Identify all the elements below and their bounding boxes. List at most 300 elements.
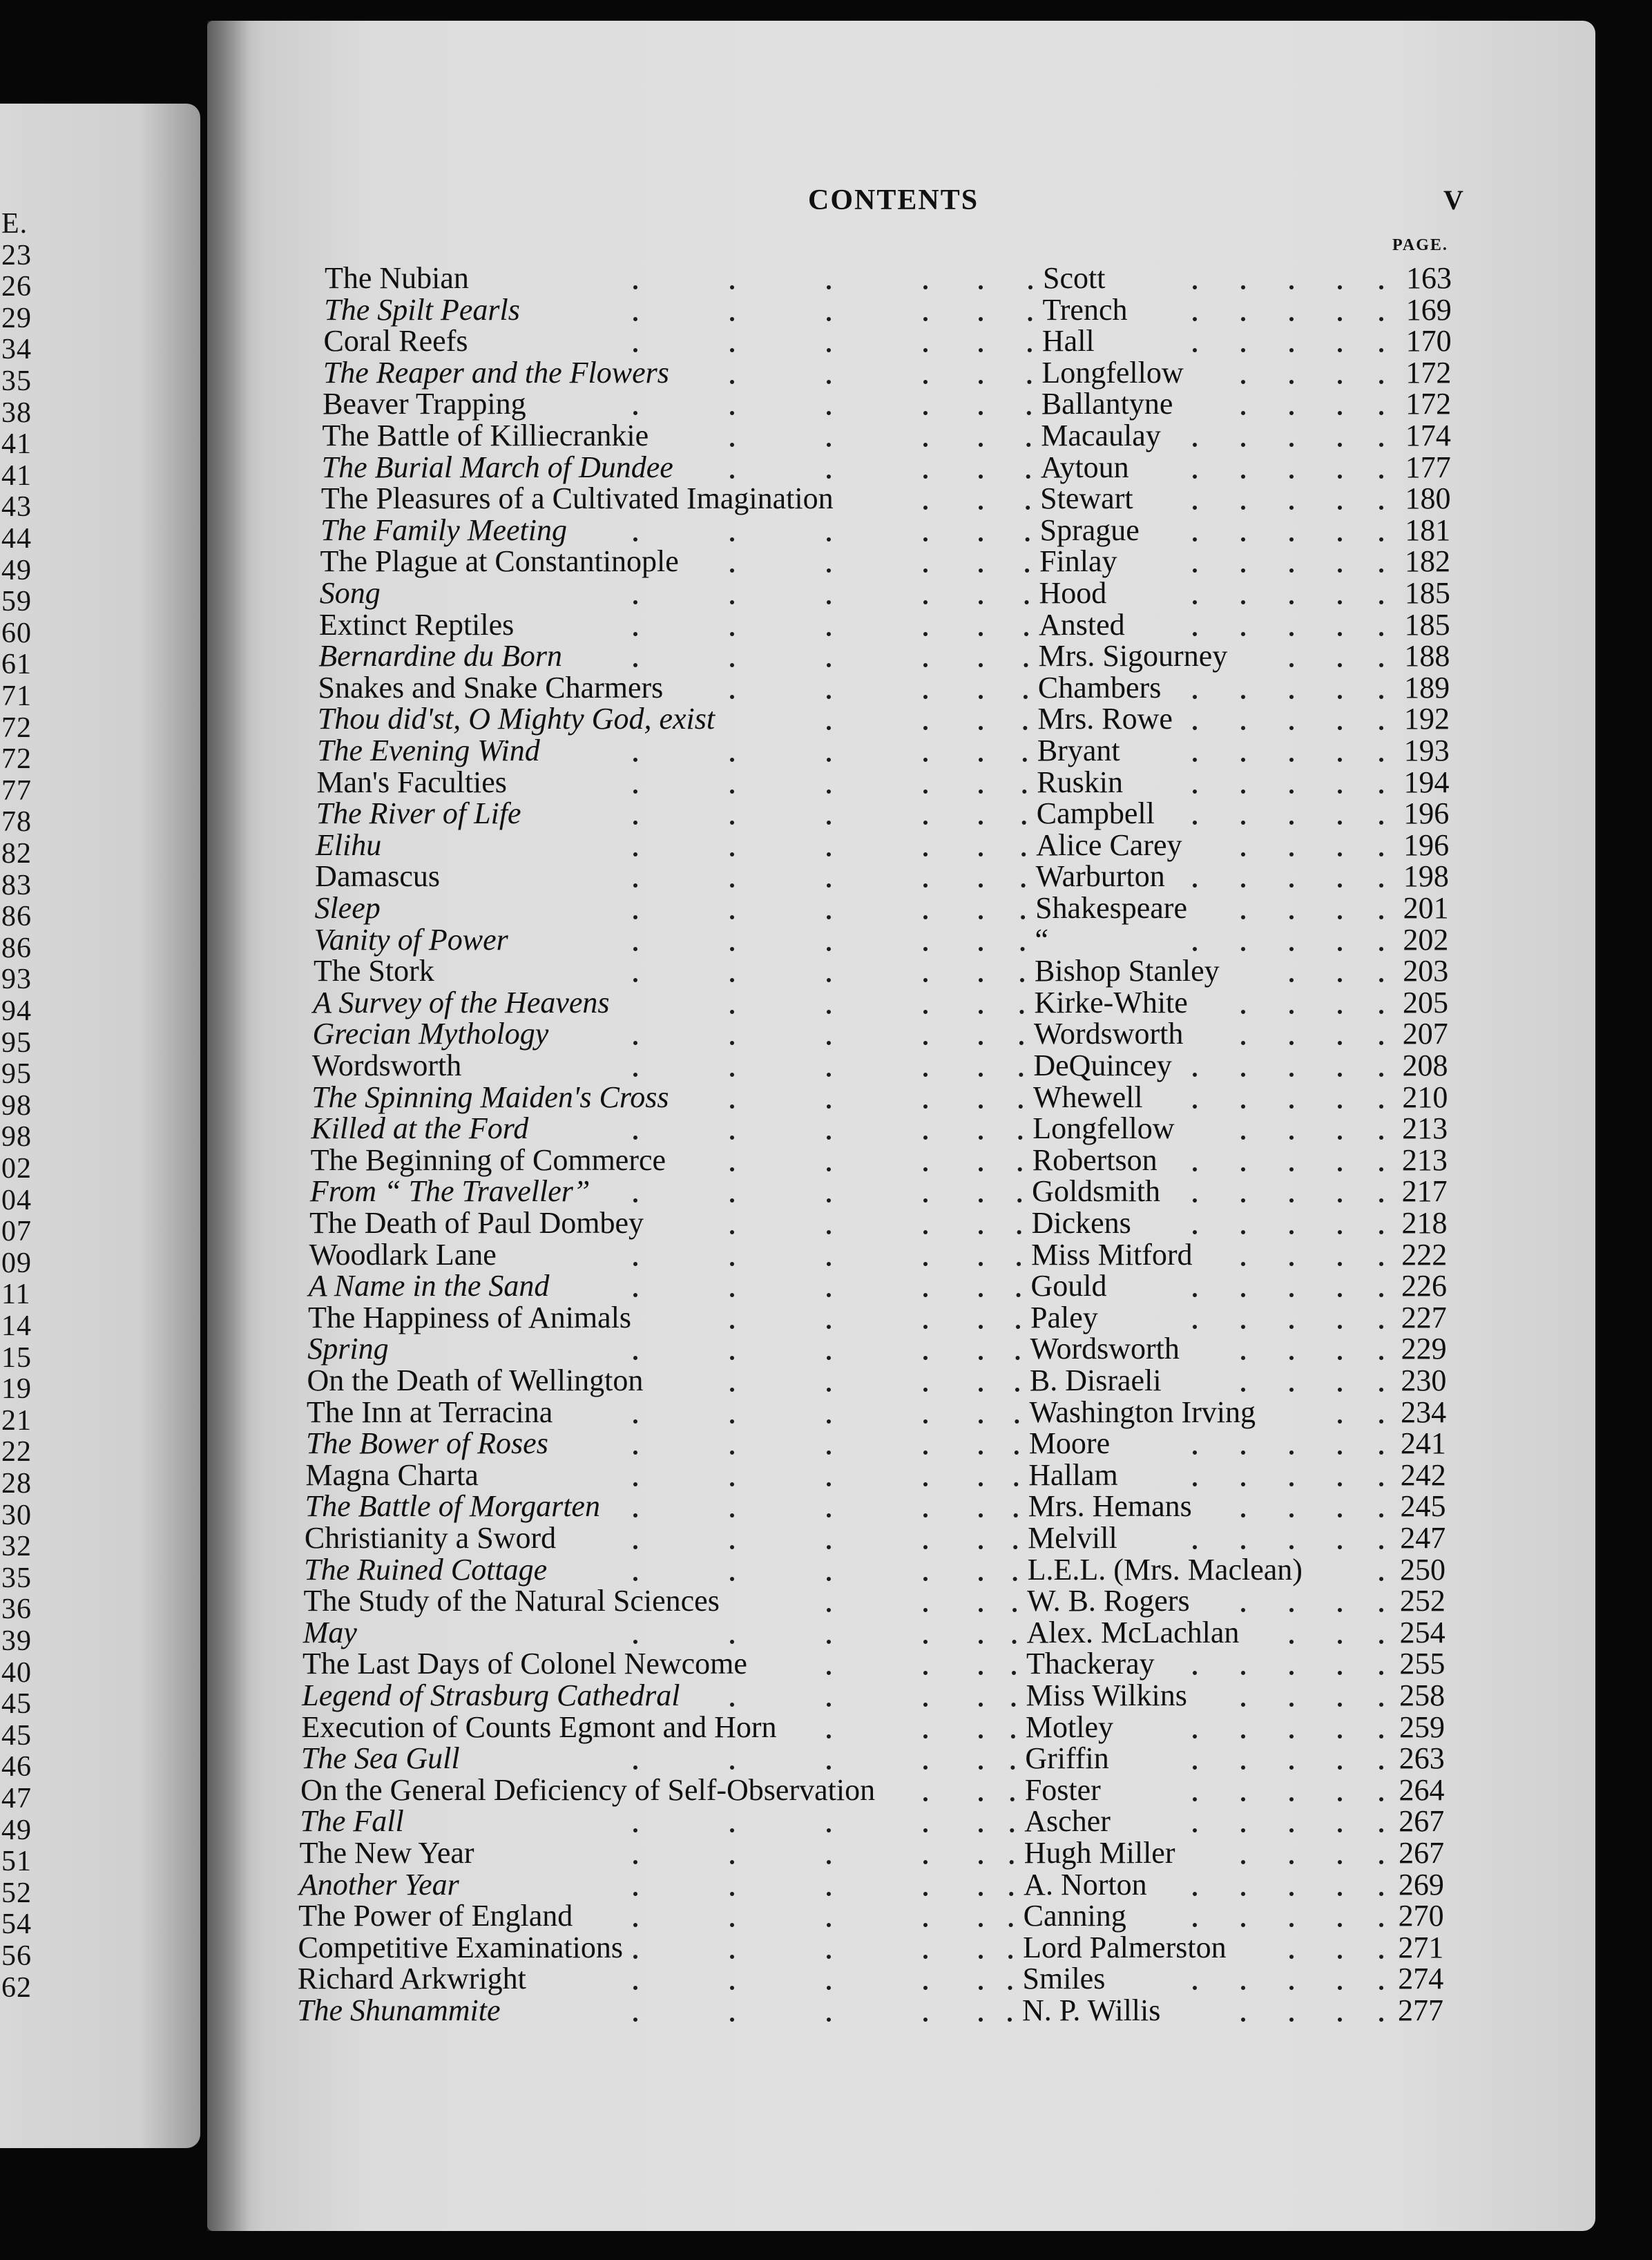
leader-dot: [1379, 443, 1383, 447]
leader-dot: [1338, 348, 1342, 352]
entry-author: Alex. McLachlan: [1026, 1615, 1240, 1649]
previous-page-number: 19: [1, 1373, 32, 1406]
leader-dot: [1289, 443, 1294, 447]
leader-dot: [1338, 1041, 1342, 1045]
leader-dot: [1379, 600, 1383, 604]
leader-dot: [979, 1136, 983, 1140]
leader-dot: [1289, 1388, 1294, 1392]
leader-dot: [1289, 1262, 1294, 1266]
entry-author: Canning: [1023, 1899, 1126, 1933]
leader-dot: [1338, 1955, 1342, 1959]
leader-dot: [1241, 506, 1245, 510]
previous-page-number: 46: [1, 1751, 32, 1783]
leader-dot: [1338, 1325, 1342, 1329]
entry-author: Kirke-White: [1034, 985, 1188, 1019]
leader-dot: [827, 1860, 831, 1864]
leader-dot: [633, 947, 637, 951]
leader-dot: [730, 1293, 734, 1297]
entry-author: Mrs. Sigourney: [1038, 639, 1228, 673]
entry-title: The Last Days of Colonel Newcome: [302, 1647, 747, 1681]
leader-dot: [1028, 285, 1032, 289]
entry-author: L.E.L. (Mrs. Maclean): [1027, 1552, 1303, 1587]
leader-dot: [730, 2018, 734, 2022]
leader-dot: [1379, 1640, 1383, 1644]
previous-page-number: 29: [1, 302, 32, 334]
contents-entry: [207, 262, 1595, 294]
leader-dot: [633, 663, 637, 667]
previous-page-number: 26: [1, 271, 32, 303]
leader-dot: [730, 695, 734, 699]
leader-dot: [1379, 1734, 1383, 1739]
leader-dot: [1193, 1986, 1197, 1990]
entry-author: Wordsworth: [1033, 1017, 1184, 1051]
leader-dot: [1338, 1545, 1342, 1549]
previous-page-number: 09: [1, 1247, 32, 1279]
leader-dot: [1289, 506, 1294, 510]
leader-dot: [827, 285, 831, 289]
entry-title: The Nubian: [325, 261, 469, 295]
entry-page: 277: [1398, 1993, 1443, 2027]
entry-title: Snakes and Snake Charmers: [318, 670, 664, 705]
leader-dot: [827, 1041, 831, 1045]
leader-dot: [1338, 1356, 1342, 1360]
entry-page: 172: [1405, 387, 1452, 421]
page-number: V: [1443, 184, 1463, 216]
leader-dot: [1193, 506, 1197, 510]
leader-dot: [1289, 1041, 1294, 1045]
leader-dot: [1338, 537, 1342, 542]
leader-dot: [1024, 632, 1028, 636]
contents-entry: [207, 1995, 1595, 2027]
leader-dot: [633, 1955, 637, 1959]
leader-dot: [1241, 537, 1245, 542]
entry-author: Robertson: [1032, 1142, 1158, 1177]
leader-dot: [827, 1892, 831, 1896]
leader-dot: [827, 758, 831, 762]
entry-page: 196: [1403, 827, 1450, 862]
leader-dot: [1241, 1325, 1245, 1329]
previous-page-number: 41: [1, 428, 32, 461]
leader-dots: [207, 892, 1588, 924]
entry-page: 201: [1403, 891, 1449, 925]
contents-entry: [207, 1207, 1595, 1239]
leader-dot: [827, 947, 831, 951]
leader-dot: [979, 1041, 983, 1045]
entry-title: The Battle of Killiecrankie: [322, 419, 649, 452]
leader-dot: [730, 1577, 734, 1581]
leader-dot: [730, 789, 734, 794]
entry-page: 213: [1402, 1111, 1448, 1146]
previous-page-number: 60: [1, 617, 32, 649]
contents-entry: [207, 483, 1595, 515]
contents-entry: [207, 1680, 1595, 1712]
leader-dot: [1338, 1734, 1342, 1739]
leader-dot: [979, 663, 983, 667]
leader-dot: [1241, 758, 1245, 762]
leader-dot: [1241, 317, 1245, 321]
leader-dot: [1015, 1356, 1019, 1360]
leader-dot: [1193, 317, 1197, 321]
leader-dot: [1193, 758, 1197, 762]
leader-dot: [1023, 726, 1027, 730]
leader-dot: [1379, 1356, 1383, 1360]
leader-dot: [923, 506, 928, 510]
leader-dot: [730, 1167, 734, 1171]
leader-dot: [1241, 852, 1245, 856]
leader-dot: [1289, 1860, 1294, 1864]
contents-entry: [207, 1522, 1595, 1554]
leader-dot: [1379, 1325, 1383, 1329]
previous-page-number: 44: [1, 523, 32, 555]
leader-dots: [207, 577, 1588, 609]
leader-dot: [1289, 883, 1294, 888]
page-title: CONTENTS: [808, 184, 979, 216]
leader-dot: [1338, 1482, 1342, 1486]
leader-dot: [1289, 1325, 1294, 1329]
leader-dot: [730, 915, 734, 919]
leader-dot: [1024, 663, 1028, 667]
leader-dot: [730, 1262, 734, 1266]
entry-author: Hallam: [1028, 1457, 1118, 1492]
leader-dot: [1289, 1073, 1294, 1077]
leader-dot: [730, 1640, 734, 1644]
leader-dot: [1012, 1671, 1016, 1675]
entry-author: Longfellow: [1032, 1111, 1175, 1146]
entry-title: The Beginning of Commerce: [310, 1142, 666, 1177]
leader-dot: [827, 1104, 831, 1109]
previous-page-number: 59: [1, 586, 32, 618]
leader-dot: [827, 1388, 831, 1392]
entry-author: “: [1035, 922, 1049, 957]
leader-dot: [827, 1671, 831, 1675]
leader-dot: [979, 1640, 983, 1644]
leader-dot: [1193, 475, 1197, 479]
leader-dot: [979, 789, 983, 794]
leader-dot: [1338, 978, 1342, 982]
leader-dot: [1379, 1041, 1383, 1045]
leader-dot: [923, 380, 928, 384]
leader-dot: [923, 1230, 928, 1234]
leader-dot: [1241, 883, 1245, 888]
leader-dot: [1010, 1828, 1014, 1832]
leader-dot: [827, 1010, 831, 1014]
leader-dot: [827, 568, 831, 573]
leader-dot: [1338, 380, 1342, 384]
leader-dot: [979, 1325, 983, 1329]
leader-dot: [1338, 1828, 1342, 1832]
leader-dot: [1289, 758, 1294, 762]
leader-dot: [1193, 1892, 1197, 1896]
entry-title: The Ruined Cottage: [304, 1552, 548, 1587]
contents-entry: [207, 924, 1595, 956]
leader-dot: [979, 475, 983, 479]
previous-page-number: 93: [1, 964, 32, 996]
page-column-label: PAGE.: [1392, 236, 1448, 254]
leader-dot: [923, 789, 928, 794]
leader-dot: [1338, 1671, 1342, 1675]
previous-page-number: 30: [1, 1499, 32, 1531]
leader-dot: [827, 632, 831, 636]
leader-dot: [923, 1073, 928, 1077]
entry-author: Miss Mitford: [1031, 1237, 1193, 1272]
previous-page-number: 54: [1, 1908, 32, 1941]
contents-entry: [207, 1333, 1595, 1365]
leader-dot: [979, 1923, 983, 1927]
entry-author: Moore: [1028, 1426, 1111, 1461]
leader-dot: [1338, 285, 1342, 289]
leader-dot: [730, 1955, 734, 1959]
leader-dot: [633, 2018, 637, 2022]
leader-dot: [730, 1010, 734, 1014]
entry-title: The Battle of Morgarten: [305, 1489, 600, 1524]
leader-dot: [979, 1860, 983, 1864]
entry-page: 172: [1405, 355, 1452, 390]
leader-dot: [923, 1293, 928, 1297]
previous-page-number: 45: [1, 1688, 32, 1721]
entry-page: 226: [1401, 1269, 1448, 1303]
leader-dot: [1241, 1482, 1245, 1486]
leader-dot: [979, 285, 983, 289]
previous-page-number: 94: [1, 995, 32, 1027]
leader-dot: [1241, 2018, 1245, 2022]
leader-dot: [1193, 1325, 1197, 1329]
leader-dot: [730, 1198, 734, 1203]
leader-dot: [979, 1608, 983, 1612]
contents-entry: [207, 798, 1595, 830]
leader-dot: [1338, 600, 1342, 604]
leader-dot: [1193, 632, 1197, 636]
leader-dot: [1289, 1198, 1294, 1203]
leader-dot: [979, 537, 983, 542]
leader-dot: [730, 1860, 734, 1864]
leader-dot: [1016, 1325, 1020, 1329]
leader-dot: [1010, 1860, 1014, 1864]
leader-dot: [1193, 1923, 1197, 1927]
previous-page-number: 86: [1, 901, 32, 933]
leader-dot: [1379, 632, 1383, 636]
leader-dot: [1027, 380, 1031, 384]
leader-dot: [979, 1892, 983, 1896]
entry-author: Macaulay: [1041, 419, 1161, 452]
entry-page: 207: [1402, 1017, 1448, 1051]
leader-dot: [1241, 1703, 1245, 1707]
leader-dot: [1026, 506, 1030, 510]
contents-entry: [207, 1554, 1595, 1586]
leader-dot: [633, 1262, 637, 1266]
entry-title: The Bower of Roses: [306, 1426, 548, 1461]
leader-dot: [1193, 537, 1197, 542]
leader-dot: [923, 1356, 928, 1360]
entry-author: W. B. Rogers: [1027, 1584, 1190, 1618]
leader-dot: [827, 1450, 831, 1455]
leader-dot: [923, 1986, 928, 1990]
leader-dot: [923, 600, 928, 604]
leader-dot: [979, 726, 983, 730]
entry-title: From “ The Traveller”: [309, 1174, 590, 1209]
entry-author: B. Disraeli: [1029, 1363, 1162, 1397]
leader-dot: [1009, 1923, 1013, 1927]
entry-author: DeQuincey: [1033, 1048, 1172, 1082]
leader-dot: [730, 1136, 734, 1140]
contents-entry: [207, 1806, 1595, 1837]
leader-dot: [1379, 1136, 1383, 1140]
previous-page-number: 95: [1, 1058, 32, 1091]
leader-dot: [923, 1765, 928, 1770]
leader-dot: [1241, 1923, 1245, 1927]
entry-author: Smiles: [1022, 1962, 1106, 1996]
contents-entry: [207, 1869, 1595, 1901]
leader-dot: [1338, 947, 1342, 951]
leader-dot: [1338, 1513, 1342, 1517]
leader-dot: [730, 1073, 734, 1077]
leader-dot: [827, 380, 831, 384]
leader-dot: [923, 1955, 928, 1959]
previous-page-number: 35: [1, 1562, 32, 1594]
leader-dot: [827, 1986, 831, 1990]
entry-page: 196: [1403, 796, 1450, 831]
leader-dot: [1379, 1860, 1383, 1864]
contents-entry: [207, 735, 1595, 767]
leader-dot: [923, 1671, 928, 1675]
leader-dots: [207, 1333, 1588, 1365]
leader-dot: [1379, 1577, 1383, 1581]
entry-author: Bishop Stanley: [1035, 954, 1220, 988]
entry-title: Killed at the Ford: [311, 1111, 529, 1146]
leader-dot: [1014, 1513, 1018, 1517]
previous-page-number: 43: [1, 491, 32, 524]
leader-dot: [1289, 348, 1294, 352]
leader-dot: [633, 632, 637, 636]
contents-entry: [207, 1743, 1595, 1774]
previous-page-number: 47: [1, 1783, 32, 1814]
leader-dot: [923, 1167, 928, 1171]
leader-dot: [979, 821, 983, 825]
leader-dot: [1241, 411, 1245, 415]
leader-dot: [1012, 1640, 1017, 1644]
leader-dot: [923, 1703, 928, 1707]
leader-dot: [827, 348, 831, 352]
leader-dot: [1241, 1167, 1245, 1171]
leader-dot: [827, 1230, 831, 1234]
leader-dot: [1023, 758, 1027, 762]
leader-dot: [1379, 852, 1383, 856]
leader-dot: [730, 1104, 734, 1109]
leader-dot: [1024, 695, 1028, 699]
entry-page: 208: [1402, 1048, 1448, 1082]
leader-dot: [1379, 789, 1383, 794]
entry-page: 259: [1399, 1710, 1445, 1744]
leader-dot: [633, 285, 637, 289]
leader-dot: [1289, 1955, 1294, 1959]
leader-dot: [923, 1198, 928, 1203]
entry-title: Another Year: [298, 1867, 459, 1902]
leader-dot: [1338, 1136, 1342, 1140]
leader-dot: [730, 758, 734, 762]
leader-dot: [923, 1860, 928, 1864]
leader-dot: [827, 1482, 831, 1486]
leader-dot: [827, 1765, 831, 1770]
leader-dot: [1241, 348, 1245, 352]
leader-dot: [979, 915, 983, 919]
leader-dot: [923, 1734, 928, 1739]
leader-dot: [1241, 1986, 1245, 1990]
leader-dot: [1379, 1293, 1383, 1297]
leader-dot: [827, 1955, 831, 1959]
contents-entry: [207, 546, 1595, 577]
leader-dot: [730, 1892, 734, 1896]
entry-page: 267: [1399, 1804, 1445, 1839]
leader-dot: [1193, 1198, 1197, 1203]
leader-dot: [1338, 1640, 1342, 1644]
entry-author: A. Norton: [1024, 1867, 1147, 1902]
leader-dot: [1193, 1167, 1197, 1171]
leader-dot: [1289, 1608, 1294, 1612]
entry-author: Wordsworth: [1030, 1332, 1180, 1366]
leader-dot: [1379, 1892, 1383, 1896]
leader-dot: [1241, 1734, 1245, 1739]
leader-dot: [1241, 632, 1245, 636]
leader-dot: [923, 537, 928, 542]
leader-dot: [1193, 789, 1197, 794]
leader-dot: [1289, 1513, 1294, 1517]
entry-title: The Sea Gull: [300, 1741, 460, 1776]
leader-dot: [633, 1828, 637, 1832]
leader-dot: [1289, 978, 1294, 982]
leader-dot: [1289, 915, 1294, 919]
entry-title: Song: [319, 576, 381, 610]
entry-author: Miss Wilkins: [1026, 1678, 1187, 1712]
leader-dot: [827, 1923, 831, 1927]
leader-dot: [633, 1041, 637, 1045]
leader-dot: [1338, 317, 1342, 321]
entry-page: 185: [1404, 607, 1450, 642]
leader-dot: [633, 1450, 637, 1455]
entry-title: The River of Life: [316, 796, 521, 831]
leader-dots: [207, 1617, 1588, 1649]
leader-dot: [1241, 915, 1245, 919]
entry-page: 250: [1400, 1552, 1446, 1587]
leader-dot: [923, 632, 928, 636]
leader-dot: [730, 285, 734, 289]
leader-dot: [1241, 1608, 1245, 1612]
leader-dot: [1379, 1388, 1383, 1392]
leader-dot: [1019, 1041, 1024, 1045]
leader-dot: [633, 978, 637, 982]
leader-dot: [1241, 1262, 1245, 1266]
leader-dot: [923, 1041, 928, 1045]
previous-page-number: 38: [1, 396, 32, 429]
leader-dot: [979, 1198, 983, 1203]
leader-dot: [979, 1356, 983, 1360]
leader-dot: [730, 1828, 734, 1832]
entry-page: 252: [1399, 1584, 1446, 1618]
contents-entry: [207, 861, 1595, 892]
contents-entry: [207, 1365, 1595, 1397]
entry-author: Thackeray: [1026, 1647, 1155, 1681]
leader-dot: [1193, 1073, 1197, 1077]
entry-title: Richard Arkwright: [297, 1962, 526, 1996]
leader-dot: [1379, 1073, 1383, 1077]
leader-dot: [730, 1923, 734, 1927]
contents-entry: [207, 1050, 1595, 1082]
leader-dot: [1289, 1450, 1294, 1455]
leader-dot: [1026, 475, 1030, 479]
leader-dots: [207, 827, 1588, 862]
previous-page-number: 56: [1, 1940, 32, 1972]
leader-dot: [979, 978, 983, 982]
leader-dot: [827, 411, 831, 415]
entry-author: Dickens: [1031, 1206, 1131, 1240]
